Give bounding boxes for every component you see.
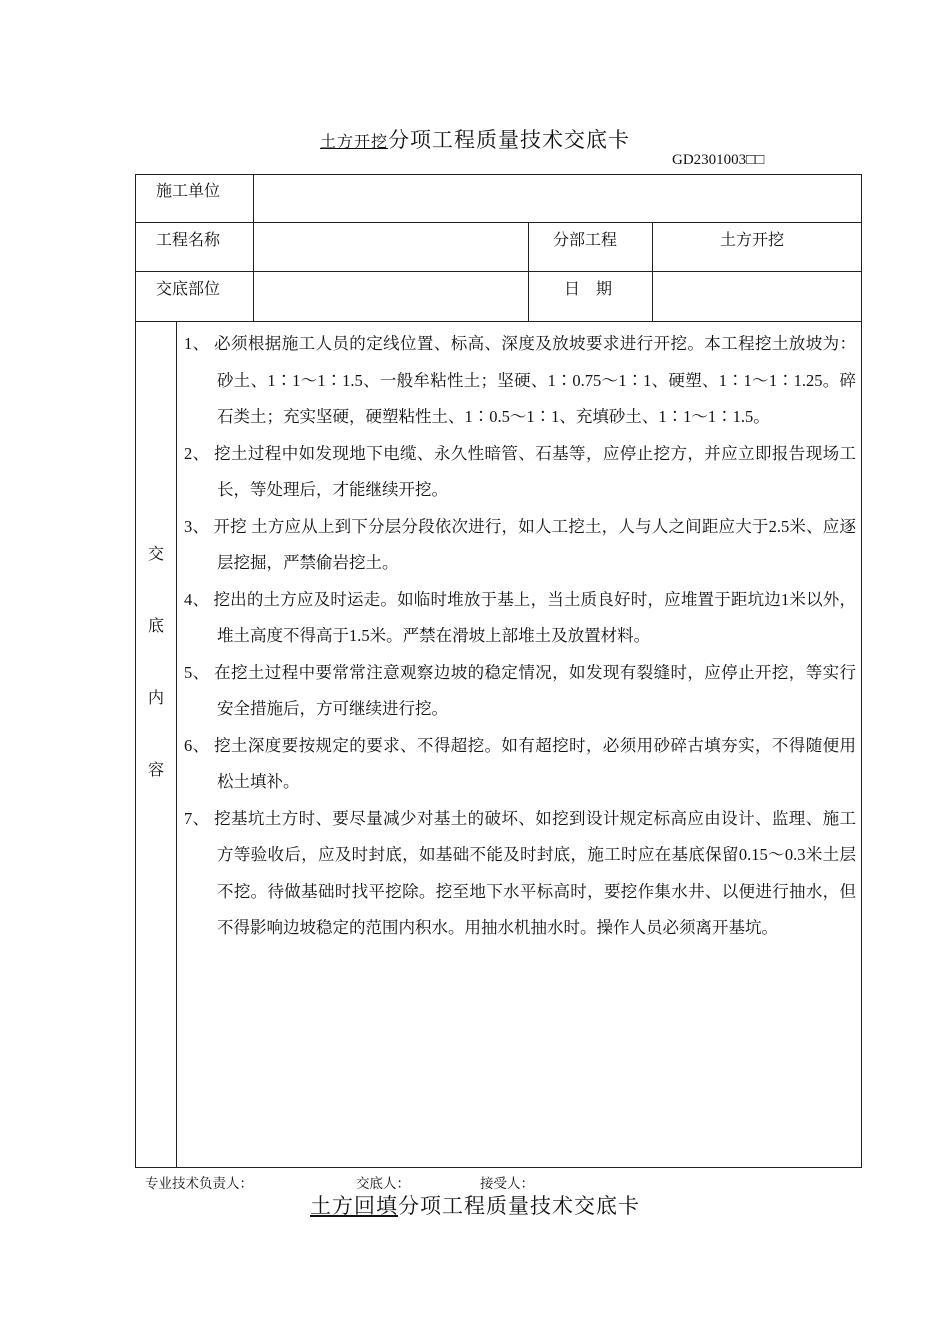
side-char: 内: [147, 688, 164, 707]
content-item: 5、 在挖土过程中要常常注意观察边坡的稳定情况，如发现有裂缝时，应停止开挖，等实行安全措施后，方可继续进行挖。: [184, 662, 856, 718]
content-item: 6、 挖土深度要按规定的要求、不得超挖。如有超挖时，必须用砂碎古填夯实，不得随便用松土填补。: [184, 735, 856, 791]
division-value: 土方开挖: [720, 230, 785, 249]
content-item: 2、 挖土过程中如发现地下电缆、永久性暗管、石基等，应停止挖方，并应立即报告现场工长，等处理后，才能继续开挖。: [184, 443, 856, 499]
col-divider: [652, 222, 653, 321]
side-char: 底: [147, 616, 164, 635]
col-divider: [528, 222, 529, 321]
side-char: 交: [147, 544, 164, 563]
row-divider: [136, 271, 861, 272]
col-divider: [253, 175, 254, 321]
content-item: 7、 挖基坑土方时、要尽量减少对基土的破坏、如挖到设计规定标高应由设计、监理、施工方等验收后，应及时封底，如基础不能及时封底，施工时应在基底保留0.15～0.3米土层不挖。待做基础时找平挖除。挖至地下水平标高时，要挖作集水井、以便进行抽水，但不得影响边坡稳定的范围内积水。用抽水机抽水时。操作人员必须离开基坑。: [184, 808, 857, 937]
date-label: 日 期: [564, 279, 613, 298]
next-page-title: [0, 1190, 950, 1220]
receiver-signature: 接受人：: [480, 1176, 534, 1192]
content-item: 4、 挖出的土方应及时运走。如临时堆放于基上，当土质良好时，应堆置于距坑边1米以外，堆土高度不得高于1.5米。严禁在滑坡上部堆土及放置材料。: [184, 589, 856, 645]
disclosure-content: [184, 326, 856, 947]
location-label: 交底部位: [156, 279, 221, 298]
division-label: 分部工程: [553, 230, 618, 249]
content-item: 1、 必须根据施工人员的定线位置、标高、深度及放坡要求进行开挖。本工程挖土放坡为：砂土、1∶1～1∶1.5、一般牟粘性土；坚硬、1∶0.75～1∶1、硬塑、1∶1～1∶1.25。碎石类土；充实坚硬，硬塑粘性土、1∶0.5～1∶1、充填砂土、1∶1～1∶1.5。: [184, 334, 856, 426]
unit-label: 施工单位: [156, 181, 221, 200]
side-char: 容: [147, 760, 164, 779]
title2-rest: 分项工程质量技术交底卡: [398, 1194, 640, 1218]
tech-lead-signature: 专业技术负责人：: [145, 1176, 253, 1192]
title2-subject: 土方回填: [310, 1194, 398, 1218]
row-divider: [136, 222, 861, 223]
col-divider: [176, 321, 177, 1167]
page-title: [0, 124, 950, 154]
document-code: GD2301003□□: [672, 152, 765, 168]
row-divider: [136, 321, 861, 322]
content-side-label: [136, 541, 176, 829]
disclosure-table: [135, 174, 862, 1168]
project-name-label: 工程名称: [156, 230, 221, 249]
title-rest: 分项工程质量技术交底卡: [388, 128, 630, 152]
content-item: 3、 开挖 土方应从上到下分层分段依次进行，如人工挖土，人与人之间距应大于2.5米、应逐层挖掘，严禁偷岩挖土。: [184, 516, 856, 572]
discloser-signature: 交底人：: [356, 1176, 410, 1192]
title-subject: 土方开挖: [319, 132, 388, 151]
